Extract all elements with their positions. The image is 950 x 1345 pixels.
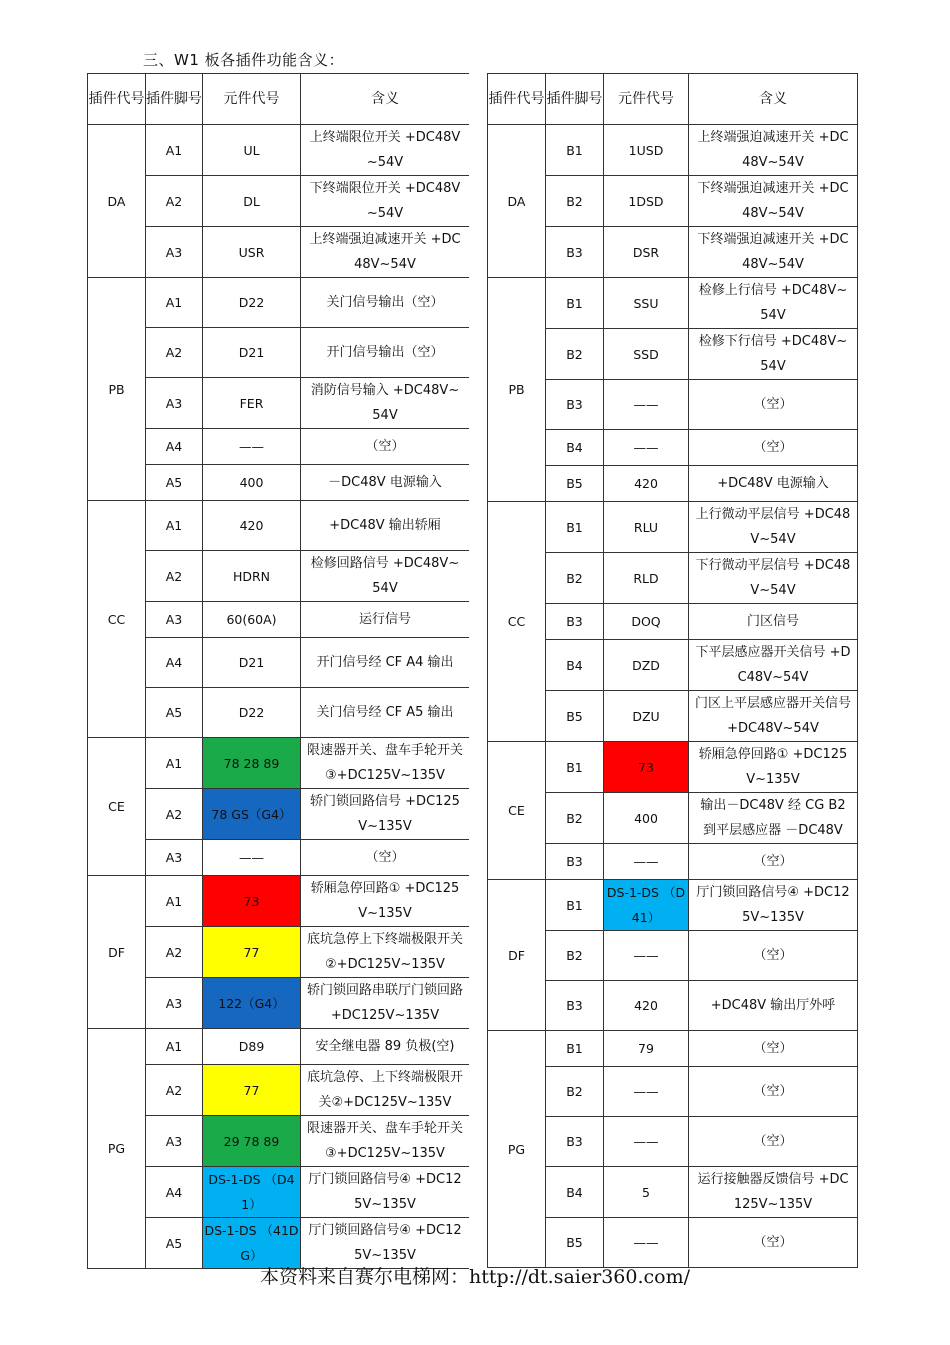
component-cell: D21 <box>203 328 301 378</box>
meaning-cell: 输出－DC48V 经 CG B2 到平层感应器 －DC48V <box>689 793 858 844</box>
meaning-cell: 开门信号经 CF A4 输出 <box>301 638 470 688</box>
component-cell: —— <box>604 380 689 430</box>
table-row <box>88 378 470 429</box>
component-cell: FER <box>203 378 301 429</box>
table-row <box>88 1116 470 1167</box>
component-cell: DS-1-DS （D41） <box>604 880 689 931</box>
meaning-cell: +DC48V 电源输入 <box>689 466 858 502</box>
pin-cell: A2 <box>146 551 203 602</box>
table-row <box>88 1065 470 1116</box>
pin-cell: A5 <box>146 688 203 738</box>
meaning-cell: 下行微动平层信号 +DC48V~54V <box>689 553 858 604</box>
meaning-cell: 运行信号 <box>301 602 470 638</box>
pin-cell: B1 <box>546 880 604 931</box>
meaning-cell: 检修回路信号 +DC48V~54V <box>301 551 470 602</box>
component-cell: USR <box>203 227 301 278</box>
plug-code-cell: CC <box>488 502 546 742</box>
meaning-cell: 检修下行信号 +DC48V~54V <box>689 329 858 380</box>
pin-cell: A3 <box>146 378 203 429</box>
pin-cell: B3 <box>546 604 604 640</box>
component-cell: —— <box>203 429 301 465</box>
pin-cell: B5 <box>546 1218 604 1268</box>
pin-cell: A2 <box>146 1065 203 1116</box>
pin-cell: A1 <box>146 125 203 176</box>
meaning-cell: 上行微动平层信号 +DC48V~54V <box>689 502 858 553</box>
pin-cell: A2 <box>146 927 203 978</box>
meaning-cell: 轿门锁回路串联厅门锁回路+DC125V~135V <box>301 978 470 1029</box>
pin-cell: B3 <box>546 227 604 278</box>
meaning-cell: （空） <box>689 1031 858 1067</box>
pin-cell: A1 <box>146 501 203 551</box>
pin-cell: A2 <box>146 789 203 840</box>
meaning-cell: 门区上平层感应器开关信号+DC48V~54V <box>689 691 858 742</box>
meaning-cell: 轿厢急停回路① +DC125V~135V <box>689 742 858 793</box>
pin-cell: A4 <box>146 429 203 465</box>
meaning-cell: 限速器开关、盘车手轮开关③+DC125V~135V <box>301 738 470 789</box>
meaning-cell: 底坑急停上下终端极限开关②+DC125V~135V <box>301 927 470 978</box>
header-meaning: 含义 <box>301 74 470 125</box>
component-cell: RLU <box>604 502 689 553</box>
component-cell: DZD <box>604 640 689 691</box>
meaning-cell: 厅门锁回路信号④ +DC125V~135V <box>689 880 858 931</box>
component-cell: —— <box>604 931 689 981</box>
component-cell: DS-1-DS （D41） <box>203 1167 301 1218</box>
component-cell: SSU <box>604 278 689 329</box>
component-cell: 77 <box>203 1065 301 1116</box>
pin-cell: A1 <box>146 1029 203 1065</box>
pin-cell: B3 <box>546 1117 604 1167</box>
component-cell: UL <box>203 125 301 176</box>
pin-cell: A3 <box>146 1116 203 1167</box>
pin-cell: B5 <box>546 466 604 502</box>
pin-cell: B1 <box>546 278 604 329</box>
pin-cell: B1 <box>546 502 604 553</box>
plug-code-cell: DF <box>88 876 146 1029</box>
meaning-cell: 轿门锁回路信号 +DC125V~135V <box>301 789 470 840</box>
plug-code-cell: PB <box>488 278 546 502</box>
component-cell: 420 <box>604 981 689 1031</box>
table-row <box>88 551 470 602</box>
meaning-cell: 关门信号输出（空） <box>301 278 470 328</box>
section-title: 三、W1 板各插件功能含义： <box>143 51 345 69</box>
pin-cell: B2 <box>546 329 604 380</box>
meaning-cell: 限速器开关、盘车手轮开关③+DC125V~135V <box>301 1116 470 1167</box>
pin-cell: A3 <box>146 227 203 278</box>
table-row <box>488 502 858 553</box>
pin-cell: B3 <box>546 380 604 430</box>
meaning-cell: 下终端强迫减速开关 +DC48V~54V <box>689 176 858 227</box>
pin-cell: B4 <box>546 1167 604 1218</box>
header-meaning: 含义 <box>689 74 858 125</box>
meaning-cell: （空） <box>689 1218 858 1268</box>
pin-cell: B5 <box>546 691 604 742</box>
meaning-cell: （空） <box>301 429 470 465</box>
table-row <box>488 880 858 931</box>
table-row <box>88 227 470 278</box>
component-cell: 1DSD <box>604 176 689 227</box>
plug-code-cell: DF <box>488 880 546 1031</box>
pin-cell: A3 <box>146 602 203 638</box>
pin-cell: A3 <box>146 978 203 1029</box>
component-cell: —— <box>604 1067 689 1117</box>
component-cell: —— <box>203 840 301 876</box>
header-plug-code: 插件代号 <box>488 74 546 125</box>
table-row <box>88 1029 470 1065</box>
meaning-cell: 轿厢急停回路① +DC125V~135V <box>301 876 470 927</box>
pin-cell: A5 <box>146 465 203 501</box>
component-cell: HDRN <box>203 551 301 602</box>
table-row <box>88 602 470 638</box>
footer-source: 本资料来自赛尔电梯网：http://dt.saier360.com/ <box>260 1266 690 1288</box>
component-cell: DZU <box>604 691 689 742</box>
table-row <box>488 742 858 793</box>
component-cell: 60(60A) <box>203 602 301 638</box>
table-row <box>88 1218 470 1269</box>
meaning-cell: （空） <box>689 380 858 430</box>
component-cell: D22 <box>203 278 301 328</box>
table-row <box>88 688 470 738</box>
meaning-cell: 运行接触器反馈信号 +DC125V~135V <box>689 1167 858 1218</box>
table-row <box>88 1167 470 1218</box>
component-cell: D22 <box>203 688 301 738</box>
pin-cell: A1 <box>146 876 203 927</box>
table-row <box>88 278 470 328</box>
table-row <box>88 125 470 176</box>
meaning-cell: 开门信号输出（空） <box>301 328 470 378</box>
pin-cell: B2 <box>546 553 604 604</box>
table-row <box>88 638 470 688</box>
meaning-cell: 安全继电器 89 负极(空) <box>301 1029 470 1065</box>
table-row <box>488 278 858 329</box>
meaning-cell: （空） <box>689 1067 858 1117</box>
meaning-cell: 上终端强迫减速开关 +DC48V~54V <box>689 125 858 176</box>
component-cell: RLD <box>604 553 689 604</box>
pin-cell: B2 <box>546 176 604 227</box>
meaning-cell: （空） <box>689 844 858 880</box>
pin-cell: A4 <box>146 638 203 688</box>
pin-cell: A3 <box>146 840 203 876</box>
component-cell: 79 <box>604 1031 689 1067</box>
meaning-cell: （空） <box>689 931 858 981</box>
meaning-cell: +DC48V 输出轿厢 <box>301 501 470 551</box>
plug-code-cell: DA <box>88 125 146 278</box>
component-cell: DOQ <box>604 604 689 640</box>
meaning-cell: 下平层感应器开关信号 +DC48V~54V <box>689 640 858 691</box>
meaning-cell: 消防信号输入 +DC48V~54V <box>301 378 470 429</box>
table-row <box>88 978 470 1029</box>
component-cell: 78 28 89 <box>203 738 301 789</box>
pin-cell: A1 <box>146 738 203 789</box>
meaning-cell: 下终端限位开关 +DC48V~54V <box>301 176 470 227</box>
component-cell: SSD <box>604 329 689 380</box>
meaning-cell: +DC48V 输出厅外呼 <box>689 981 858 1031</box>
component-cell: 420 <box>203 501 301 551</box>
component-cell: 400 <box>203 465 301 501</box>
plug-code-cell: CE <box>88 738 146 876</box>
component-cell: 1USD <box>604 125 689 176</box>
meaning-cell: －DC48V 电源输入 <box>301 465 470 501</box>
pin-cell: B1 <box>546 125 604 176</box>
pin-cell: A5 <box>146 1218 203 1269</box>
pin-cell: B3 <box>546 981 604 1031</box>
component-cell: 29 78 89 <box>203 1116 301 1167</box>
plug-code-cell: CE <box>488 742 546 880</box>
plug-code-cell: PB <box>88 278 146 501</box>
pin-cell: B4 <box>546 430 604 466</box>
component-cell: 5 <box>604 1167 689 1218</box>
table-row <box>88 176 470 227</box>
plug-code-cell: CC <box>88 501 146 738</box>
table-gap <box>469 73 487 1270</box>
meaning-cell: 厅门锁回路信号④ +DC125V~135V <box>301 1218 470 1269</box>
table-row <box>88 501 470 551</box>
pin-cell: B4 <box>546 640 604 691</box>
table-row <box>88 738 470 789</box>
pin-cell: B2 <box>546 931 604 981</box>
table-row <box>88 328 470 378</box>
meaning-cell: 检修上行信号 +DC48V~54V <box>689 278 858 329</box>
pin-cell: B1 <box>546 1031 604 1067</box>
pin-cell: B3 <box>546 844 604 880</box>
component-cell: 73 <box>604 742 689 793</box>
pin-cell: A2 <box>146 328 203 378</box>
meaning-cell: 上终端强迫减速开关 +DC48V~54V <box>301 227 470 278</box>
table-row <box>488 1031 858 1067</box>
pin-cell: B2 <box>546 1067 604 1117</box>
component-cell: D21 <box>203 638 301 688</box>
component-cell: —— <box>604 1218 689 1268</box>
component-cell: 73 <box>203 876 301 927</box>
meaning-cell: 厅门锁回路信号④ +DC125V~135V <box>301 1167 470 1218</box>
pin-cell: B2 <box>546 793 604 844</box>
table-row <box>88 840 470 876</box>
meaning-cell: 门区信号 <box>689 604 858 640</box>
table-row <box>88 876 470 927</box>
header-component: 元件代号 <box>203 74 301 125</box>
table-row <box>88 429 470 465</box>
plug-code-cell: DA <box>488 125 546 278</box>
component-cell: DS-1-DS （41DG） <box>203 1218 301 1269</box>
plug-code-cell: PG <box>88 1029 146 1269</box>
pin-cell: A2 <box>146 176 203 227</box>
component-cell: DSR <box>604 227 689 278</box>
component-cell: —— <box>604 1117 689 1167</box>
table-row <box>488 125 858 176</box>
meaning-cell: 上终端限位开关 +DC48V~54V <box>301 125 470 176</box>
component-cell: 77 <box>203 927 301 978</box>
table-row <box>88 465 470 501</box>
table-row <box>88 927 470 978</box>
component-cell: 78 GS（G4） <box>203 789 301 840</box>
header-pin: 插件脚号 <box>546 74 604 125</box>
component-cell: 122（G4） <box>203 978 301 1029</box>
meaning-cell: 关门信号经 CF A5 输出 <box>301 688 470 738</box>
plug-code-cell: PG <box>488 1031 546 1268</box>
table-row <box>88 789 470 840</box>
pin-cell: B1 <box>546 742 604 793</box>
component-cell: 420 <box>604 466 689 502</box>
header-component: 元件代号 <box>604 74 689 125</box>
component-cell: —— <box>604 430 689 466</box>
plug-table-left <box>87 73 470 1269</box>
component-cell: 400 <box>604 793 689 844</box>
component-cell: —— <box>604 844 689 880</box>
pin-cell: A4 <box>146 1167 203 1218</box>
meaning-cell: 底坑急停、上下终端极限开关②+DC125V~135V <box>301 1065 470 1116</box>
header-pin: 插件脚号 <box>146 74 203 125</box>
pin-cell: A1 <box>146 278 203 328</box>
meaning-cell: （空） <box>689 430 858 466</box>
component-cell: DL <box>203 176 301 227</box>
meaning-cell: 下终端强迫减速开关 +DC48V~54V <box>689 227 858 278</box>
component-cell: D89 <box>203 1029 301 1065</box>
plug-table-right <box>487 73 858 1268</box>
meaning-cell: （空） <box>689 1117 858 1167</box>
header-plug-code: 插件代号 <box>88 74 146 125</box>
meaning-cell: （空） <box>301 840 470 876</box>
